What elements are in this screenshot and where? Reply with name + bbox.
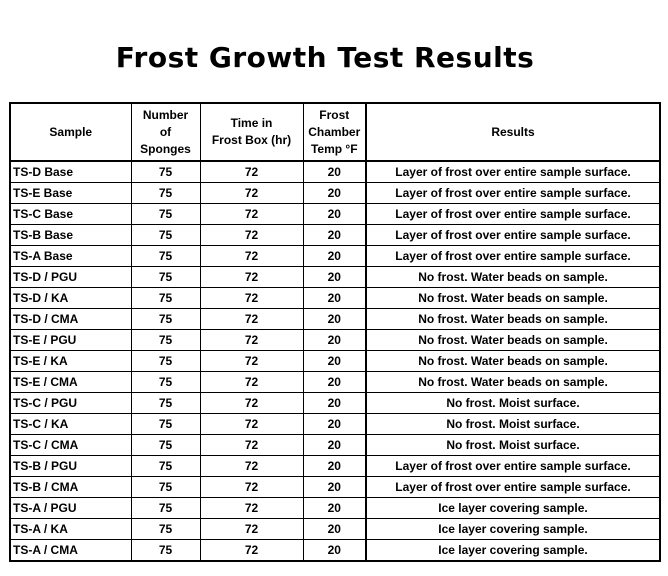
table-row <box>10 477 660 498</box>
sample-cell: TS-A / KA <box>10 519 131 540</box>
header-sample: Sample <box>10 103 131 161</box>
temp-cell: 20 <box>303 498 366 519</box>
table-row <box>10 435 660 456</box>
header-sponges-line-1: Number <box>142 107 189 122</box>
header-sponges-line-2: of <box>159 124 172 139</box>
result-cell: Ice layer covering sample. <box>366 519 660 540</box>
time-cell: 72 <box>200 498 303 519</box>
table-row <box>10 183 660 204</box>
sponges-cell: 75 <box>131 204 200 225</box>
header-sponges <box>131 103 200 161</box>
table-body <box>10 161 660 561</box>
table-row <box>10 330 660 351</box>
sample-cell: TS-B / PGU <box>10 456 131 477</box>
sample-cell: TS-E / CMA <box>10 372 131 393</box>
sponges-cell: 75 <box>131 393 200 414</box>
table-row <box>10 288 660 309</box>
table-row <box>10 267 660 288</box>
sample-cell: TS-E Base <box>10 183 131 204</box>
sponges-cell: 75 <box>131 246 200 267</box>
sample-cell: TS-A / CMA <box>10 540 131 562</box>
sponges-cell: 75 <box>131 225 200 246</box>
time-cell: 72 <box>200 519 303 540</box>
result-cell: Layer of frost over entire sample surface. <box>366 225 660 246</box>
time-cell: 72 <box>200 161 303 183</box>
sample-cell: TS-D / KA <box>10 288 131 309</box>
sponges-cell: 75 <box>131 288 200 309</box>
sample-cell: TS-C / PGU <box>10 393 131 414</box>
sample-cell: TS-E / PGU <box>10 330 131 351</box>
table-row <box>10 351 660 372</box>
sponges-cell: 75 <box>131 540 200 562</box>
temp-cell: 20 <box>303 267 366 288</box>
temp-cell: 20 <box>303 435 366 456</box>
sponges-cell: 75 <box>131 183 200 204</box>
result-cell: Layer of frost over entire sample surface. <box>366 161 660 183</box>
time-cell: 72 <box>200 267 303 288</box>
temp-cell: 20 <box>303 519 366 540</box>
sample-cell: TS-D / PGU <box>10 267 131 288</box>
header-time-line-2: Frost Box (hr) <box>211 133 292 147</box>
table-row <box>10 498 660 519</box>
temp-cell: 20 <box>303 161 366 183</box>
header-time-line-1: Time in <box>230 116 273 130</box>
time-cell: 72 <box>200 309 303 330</box>
sample-cell: TS-E / KA <box>10 351 131 372</box>
header-temp-line-2: Chamber <box>308 124 361 139</box>
table-header-row <box>10 103 660 161</box>
temp-cell: 20 <box>303 414 366 435</box>
result-cell: Ice layer covering sample. <box>366 540 660 562</box>
table-row <box>10 414 660 435</box>
temp-cell: 20 <box>303 309 366 330</box>
sample-cell: TS-B / CMA <box>10 477 131 498</box>
table-row <box>10 519 660 540</box>
time-cell: 72 <box>200 372 303 393</box>
sample-cell: TS-D Base <box>10 161 131 183</box>
time-cell: 72 <box>200 288 303 309</box>
sample-cell: TS-C / CMA <box>10 435 131 456</box>
sponges-cell: 75 <box>131 456 200 477</box>
result-cell: Ice layer covering sample. <box>366 498 660 519</box>
result-cell: Layer of frost over entire sample surface. <box>366 204 660 225</box>
result-cell: No frost. Water beads on sample. <box>366 372 660 393</box>
sponges-cell: 75 <box>131 498 200 519</box>
sample-cell: TS-A / PGU <box>10 498 131 519</box>
header-temp-line-1: Frost <box>319 107 350 122</box>
time-cell: 72 <box>200 351 303 372</box>
table-row <box>10 246 660 267</box>
sample-cell: TS-B Base <box>10 225 131 246</box>
header-time <box>200 103 303 161</box>
temp-cell: 20 <box>303 540 366 562</box>
result-cell: No frost. Water beads on sample. <box>366 330 660 351</box>
table-row <box>10 393 660 414</box>
sponges-cell: 75 <box>131 477 200 498</box>
table-row <box>10 161 660 183</box>
table-row <box>10 540 660 562</box>
temp-cell: 20 <box>303 288 366 309</box>
temp-cell: 20 <box>303 477 366 498</box>
result-cell: No frost. Moist surface. <box>366 435 660 456</box>
time-cell: 72 <box>200 204 303 225</box>
table-row <box>10 456 660 477</box>
table-row <box>10 309 660 330</box>
result-cell: No frost. Water beads on sample. <box>366 267 660 288</box>
sponges-cell: 75 <box>131 414 200 435</box>
header-results: Results <box>366 103 660 161</box>
temp-cell: 20 <box>303 372 366 393</box>
result-cell: Layer of frost over entire sample surface. <box>366 456 660 477</box>
temp-cell: 20 <box>303 183 366 204</box>
page-title: Frost Growth Test Results <box>115 41 535 74</box>
sponges-cell: 75 <box>131 435 200 456</box>
sample-cell: TS-A Base <box>10 246 131 267</box>
results-table <box>9 102 661 562</box>
sample-cell: TS-C Base <box>10 204 131 225</box>
sample-cell: TS-C / KA <box>10 414 131 435</box>
table-row <box>10 204 660 225</box>
temp-cell: 20 <box>303 456 366 477</box>
sponges-cell: 75 <box>131 330 200 351</box>
time-cell: 72 <box>200 393 303 414</box>
time-cell: 72 <box>200 330 303 351</box>
table-row <box>10 225 660 246</box>
sponges-cell: 75 <box>131 267 200 288</box>
result-cell: Layer of frost over entire sample surface. <box>366 246 660 267</box>
sponges-cell: 75 <box>131 372 200 393</box>
result-cell: Layer of frost over entire sample surface. <box>366 477 660 498</box>
time-cell: 72 <box>200 246 303 267</box>
time-cell: 72 <box>200 414 303 435</box>
temp-cell: 20 <box>303 351 366 372</box>
sponges-cell: 75 <box>131 351 200 372</box>
time-cell: 72 <box>200 225 303 246</box>
time-cell: 72 <box>200 540 303 562</box>
result-cell: No frost. Moist surface. <box>366 414 660 435</box>
time-cell: 72 <box>200 456 303 477</box>
result-cell: No frost. Water beads on sample. <box>366 351 660 372</box>
header-sponges-line-3: Sponges <box>140 141 191 156</box>
sponges-cell: 75 <box>131 309 200 330</box>
result-cell: Layer of frost over entire sample surface. <box>366 183 660 204</box>
sponges-cell: 75 <box>131 161 200 183</box>
sponges-cell: 75 <box>131 519 200 540</box>
temp-cell: 20 <box>303 246 366 267</box>
result-cell: No frost. Water beads on sample. <box>366 288 660 309</box>
header-temp-line-3: Temp °F <box>310 141 358 156</box>
table-row <box>10 372 660 393</box>
time-cell: 72 <box>200 477 303 498</box>
temp-cell: 20 <box>303 204 366 225</box>
result-cell: No frost. Water beads on sample. <box>366 309 660 330</box>
temp-cell: 20 <box>303 330 366 351</box>
result-cell: No frost. Moist surface. <box>366 393 660 414</box>
temp-cell: 20 <box>303 225 366 246</box>
header-temp <box>303 103 366 161</box>
temp-cell: 20 <box>303 393 366 414</box>
time-cell: 72 <box>200 435 303 456</box>
time-cell: 72 <box>200 183 303 204</box>
sample-cell: TS-D / CMA <box>10 309 131 330</box>
